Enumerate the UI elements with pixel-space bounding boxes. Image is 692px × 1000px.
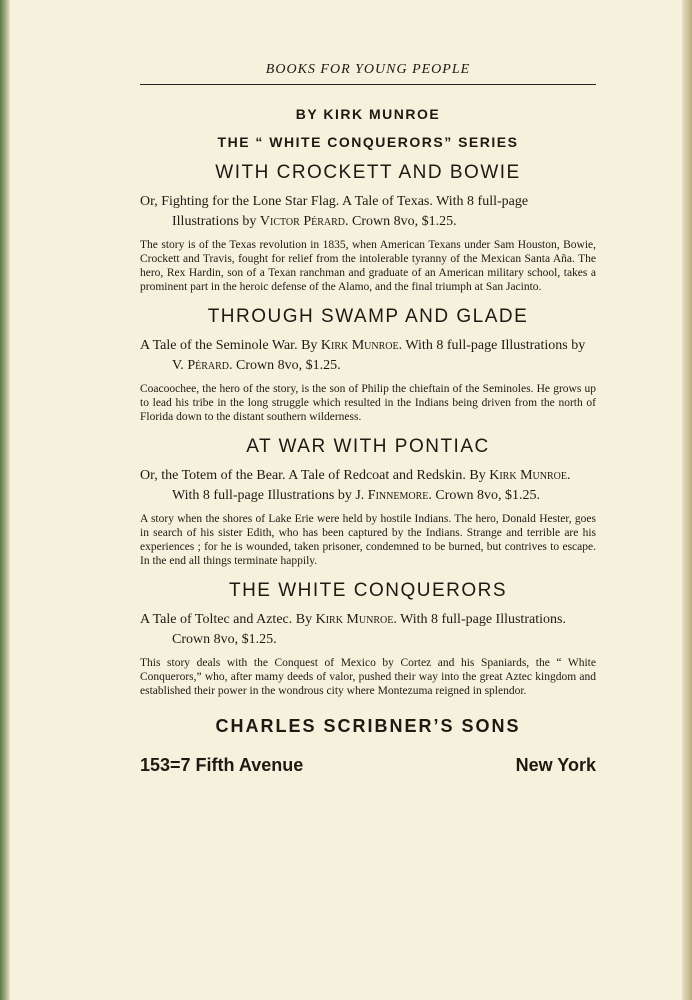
details-text: A Tale of Toltec and Aztec. By (140, 612, 316, 627)
book-entry (140, 306, 596, 424)
book-description: Coacoochee, the hero of the story, is the son of Philip the chieftain of the Seminoles. He grows up to lead his tribe in the long struggle which resulted in the Indians being driven from the north of Florida down to the distant southern wilderness. (140, 383, 596, 423)
details-text: . With 8 full-page Illustrations. Crown 8vo, $1.25. (172, 612, 566, 647)
details-text: Or, the Totem of the Bear. A Tale of Redcoat and Redskin. By (140, 468, 490, 483)
book-details (140, 336, 596, 376)
book-entry (140, 436, 596, 568)
publisher-name: CHARLES SCRIBNER’S SONS (215, 716, 521, 736)
illustrator-name: Finnemore (367, 488, 429, 503)
page-edge (682, 0, 692, 1000)
book-title: THROUGH SWAMP AND GLADE (207, 306, 529, 327)
details-text: . Crown 8vo, $1.25. (345, 214, 457, 229)
author-name: Kirk Munroe (489, 468, 567, 483)
book-entry (140, 580, 596, 698)
book-details (140, 466, 596, 506)
details-text: . Crown 8vo, $1.25. (229, 358, 341, 373)
author-name: Kirk Munroe (315, 612, 394, 627)
details-text: . With 8 full-page Illustrations by V. (172, 338, 586, 373)
city: New York (515, 755, 596, 775)
details-text: . Crown 8vo, $1.25. (428, 488, 540, 503)
illustrator-name: Victor Pérard (259, 214, 345, 229)
book-description: A story when the shores of Lake Erie were held by hostile Indians. The hero, Donald Hester, goes in search of his sister Edith, who has been captured by the Indians. Strange and terrible are his experiences ; for he is wounded, taken prisoner, condemned to be burned, but contrives to escape. In the end all things terminate happily. (140, 513, 596, 567)
author-name: Kirk Munroe (320, 338, 399, 353)
author-line: BY KIRK MUNROE (295, 106, 441, 122)
details-text: A Tale of the Seminole War. By (140, 338, 321, 353)
street-address: 153=7 Fifth Avenue (140, 755, 304, 775)
book-title: AT WAR WITH PONTIAC (246, 436, 490, 457)
binding-edge (0, 0, 10, 1000)
book-description: The story is of the Texas revolution in 1835, when American Texans under Sam Houston, Bowie, Crockett and Travis, fought for relief from the intolerable tyranny of the Mexican Santa Aña. The hero, Rex Hardin, son of a Texan ranchman and graduate of an American military school, takes a prominent part in the heroic defense of the Alamo, and the final triumph at San Jacinto. (140, 239, 596, 293)
series-line: THE “ WHITE CONQUERORS” SERIES (217, 134, 519, 150)
illustrator-name: Pérard (187, 358, 229, 373)
book-title: THE WHITE CONQUERORS (228, 580, 508, 601)
advertisement-content (140, 100, 596, 776)
details-text: Or, Fighting for the Lone Star Flag. A Tale of Texas. With 8 full-page Illustrations by (140, 194, 529, 229)
book-details (140, 610, 596, 650)
book-title: WITH CROCKETT AND BOWIE (215, 162, 521, 183)
header-rule (140, 84, 596, 85)
book-details (140, 192, 596, 232)
book-entry (140, 162, 596, 294)
book-description: This story deals with the Conquest of Mexico by Cortez and his Spaniards, the “ White Conquerors,” who, after mamy deeds of valor, pushed their way into the great Aztec kingdom and established their power in the wondrous city where Montezuma reigned in splendor. (140, 657, 596, 697)
details-text: . With 8 full-page Illustrations by J. (172, 468, 571, 503)
publisher-address (140, 755, 596, 776)
running-header: BOOKS FOR YOUNG PEOPLE (265, 62, 471, 77)
